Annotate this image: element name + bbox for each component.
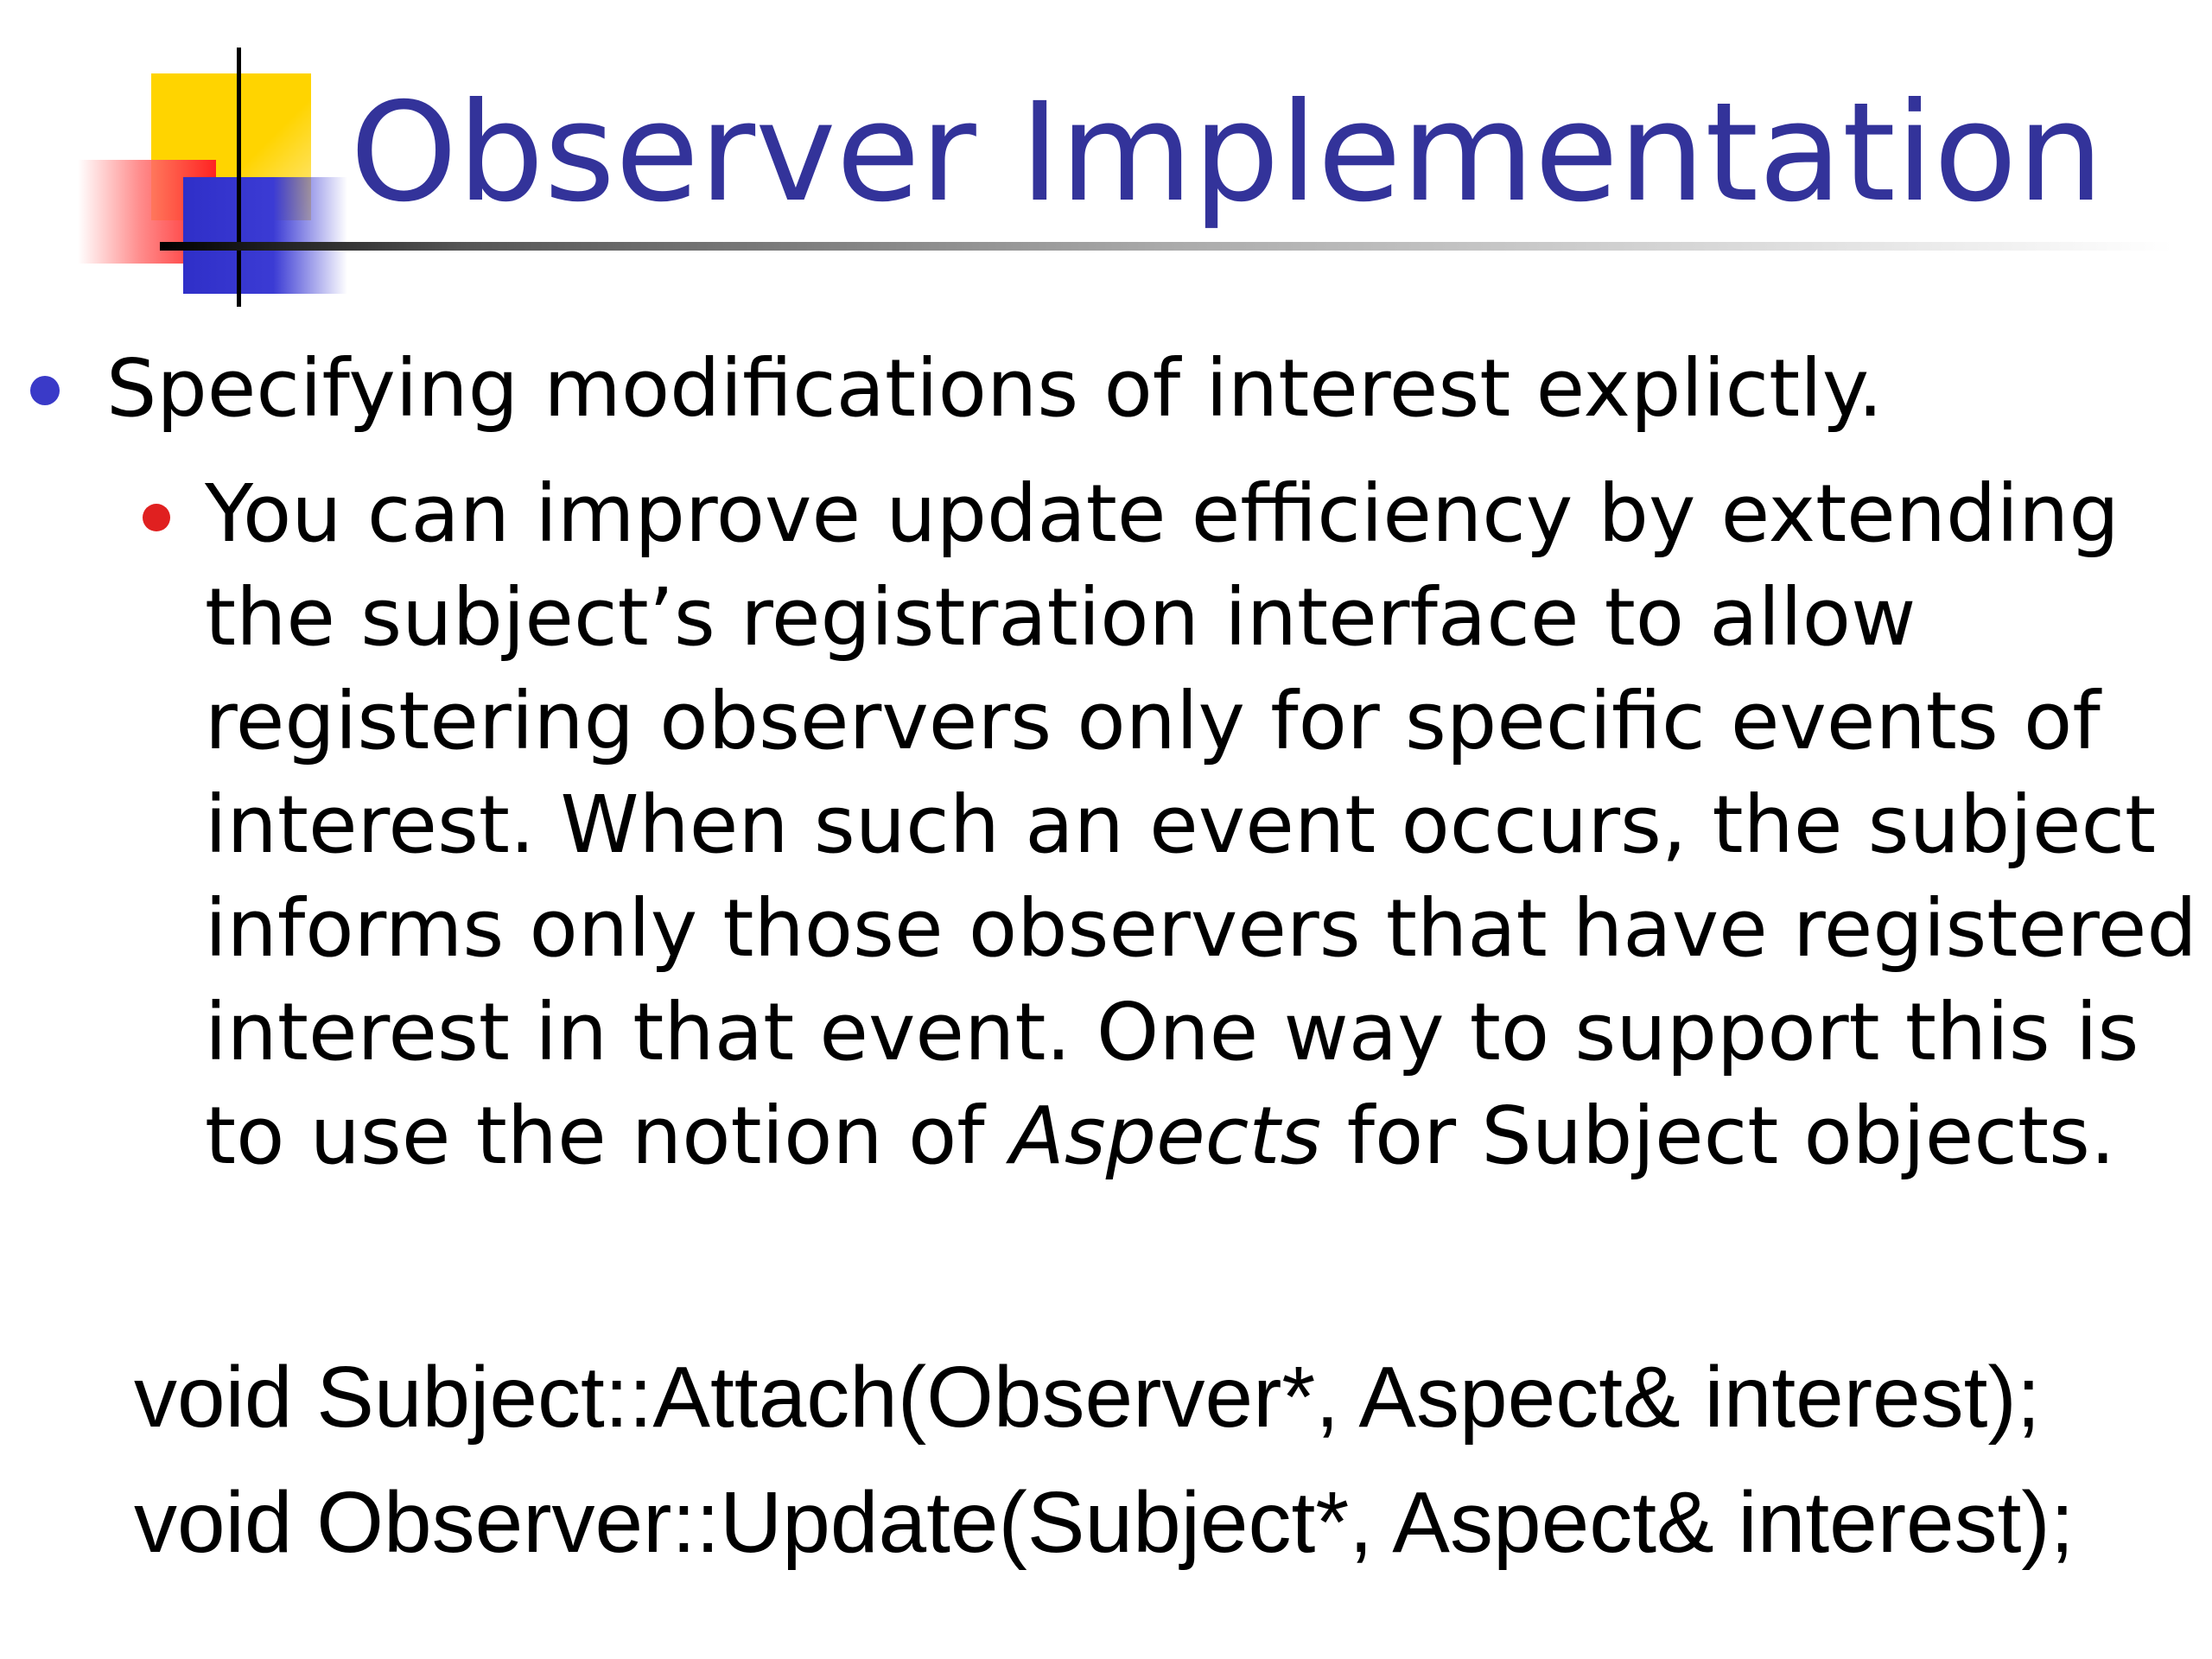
colored-squares-logo-icon [0,0,363,311]
logo-vertical-line [237,48,241,307]
bullet-level2-text [205,462,2197,1188]
slide-title: Observer Implementation [350,73,2104,232]
aspects-italic-term: Aspects [1009,1090,1322,1182]
title-underline-rule [160,242,2173,251]
code-block [134,1335,2075,1586]
bullet-level2-line: interest. When such an event occurs, the subject [205,779,2157,871]
bullet-level2-line: registering observers only for specific events of [205,675,2101,767]
bullet-level1-text: Specifying modifications of interest explictly. [106,342,1884,435]
bullet-level2-line: You can improve update efficiency by extending [205,467,2120,560]
logo-blue-square [183,177,347,294]
line-text-before-aspects: to use the notion of [205,1090,1010,1182]
bullet-level2-last-line [205,1084,2158,1188]
code-line-attach: void Subject::Attach(Observer*, Aspect& interest); [134,1349,2041,1446]
blue-dot-bullet-icon [30,376,60,405]
bullet-level2-line: informs only those observers that have registered [205,882,2197,975]
red-dot-bullet-icon [143,504,170,531]
bullet-level2-line: the subject’s registration interface to allow [205,571,1916,664]
line-text-after-aspects: for Subject objects. [1321,1090,2116,1182]
code-line-update: void Observer::Update(Subject*, Aspect& interest); [134,1474,2075,1571]
bullet-level2-line: interest in that event. One way to support this is [205,986,2139,1078]
